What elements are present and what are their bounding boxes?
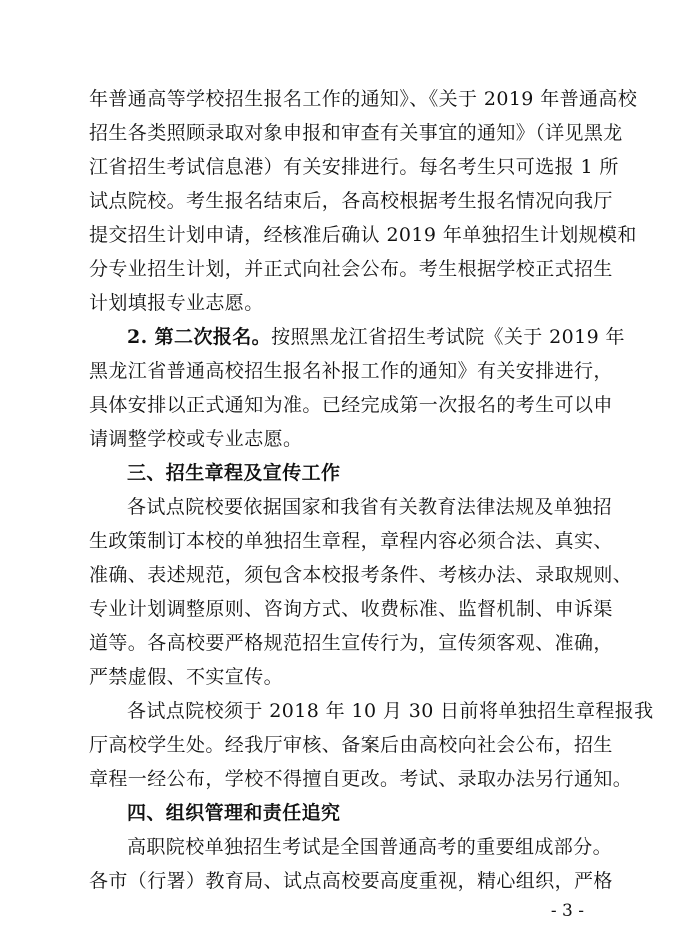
paragraph-line: 厅高校学生处。经我厅审核、备案后由高校向社会公布，招生 [89, 734, 613, 756]
paragraph-line: 分专业招生计划，并正式向社会公布。考生根据学校正式招生 [89, 258, 613, 280]
paragraph-line: 具体安排以正式通知为准。已经完成第一次报名的考生可以申 [89, 394, 613, 416]
section-heading: 三、招生章程及宣传工作 [127, 462, 341, 484]
paragraph-line: 年普通高等学校招生报名工作的通知》、《关于 2019 年普通高校 [89, 88, 638, 110]
paragraph-line: 道等。各高校要严格规范招生宣传行为，宣传须客观、准确， [89, 632, 613, 654]
paragraph-line: 试点院校。考生报名结束后，各高校根据考生报名情况向我厅 [89, 190, 613, 212]
item-2-first-line [127, 324, 625, 350]
paragraph-line: 生政策制订本校的单独招生章程，章程内容必须合法、真实、 [89, 530, 613, 552]
paragraph-line: 计划填报专业志愿。 [89, 292, 264, 314]
paragraph-line: 章程一经公布，学校不得擅自更改。考试、录取办法另行通知。 [89, 768, 633, 790]
paragraph-line: 高职院校单独招生考试是全国普通高考的重要组成部分。 [127, 836, 613, 858]
paragraph-line: 各试点院校要依据国家和我省有关教育法律法规及单独招 [127, 496, 613, 518]
item-2-text: 按照黑龙江省招生考试院《关于 2019 年 [271, 326, 625, 348]
paragraph-line: 黑龙江省普通高校招生报名补报工作的通知》有关安排进行， [89, 360, 613, 382]
section-heading: 四、组织管理和责任追究 [127, 802, 341, 824]
paragraph-line: 严禁虚假、不实宣传。 [89, 666, 284, 688]
paragraph-line: 提交招生计划申请，经核准后确认 2019 年单独招生计划规模和 [89, 224, 637, 246]
paragraph-line: 专业计划调整原则、咨询方式、收费标准、监督机制、申诉渠 [89, 598, 613, 620]
paragraph-line: 各市（行署）教育局、试点高校要高度重视，精心组织，严格 [89, 870, 613, 892]
paragraph-line: 招生各类照顾录取对象申报和审查有关事宜的通知》（详见黑龙 [89, 122, 623, 144]
paragraph-line: 江省招生考试信息港）有关安排进行。每名考生只可选报 1 所 [89, 156, 619, 178]
paragraph-line: 请调整学校或专业志愿。 [89, 428, 303, 450]
paragraph-line: 准确、表述规范，须包含本校报考条件、考核办法、录取规则、 [89, 564, 633, 586]
paragraph-line: 各试点院校须于 2018 年 10 月 30 日前将单独招生章程报我 [127, 700, 654, 722]
item-2-label: 2. 第二次报名。 [127, 326, 272, 348]
page-number: - 3 - [550, 901, 584, 921]
